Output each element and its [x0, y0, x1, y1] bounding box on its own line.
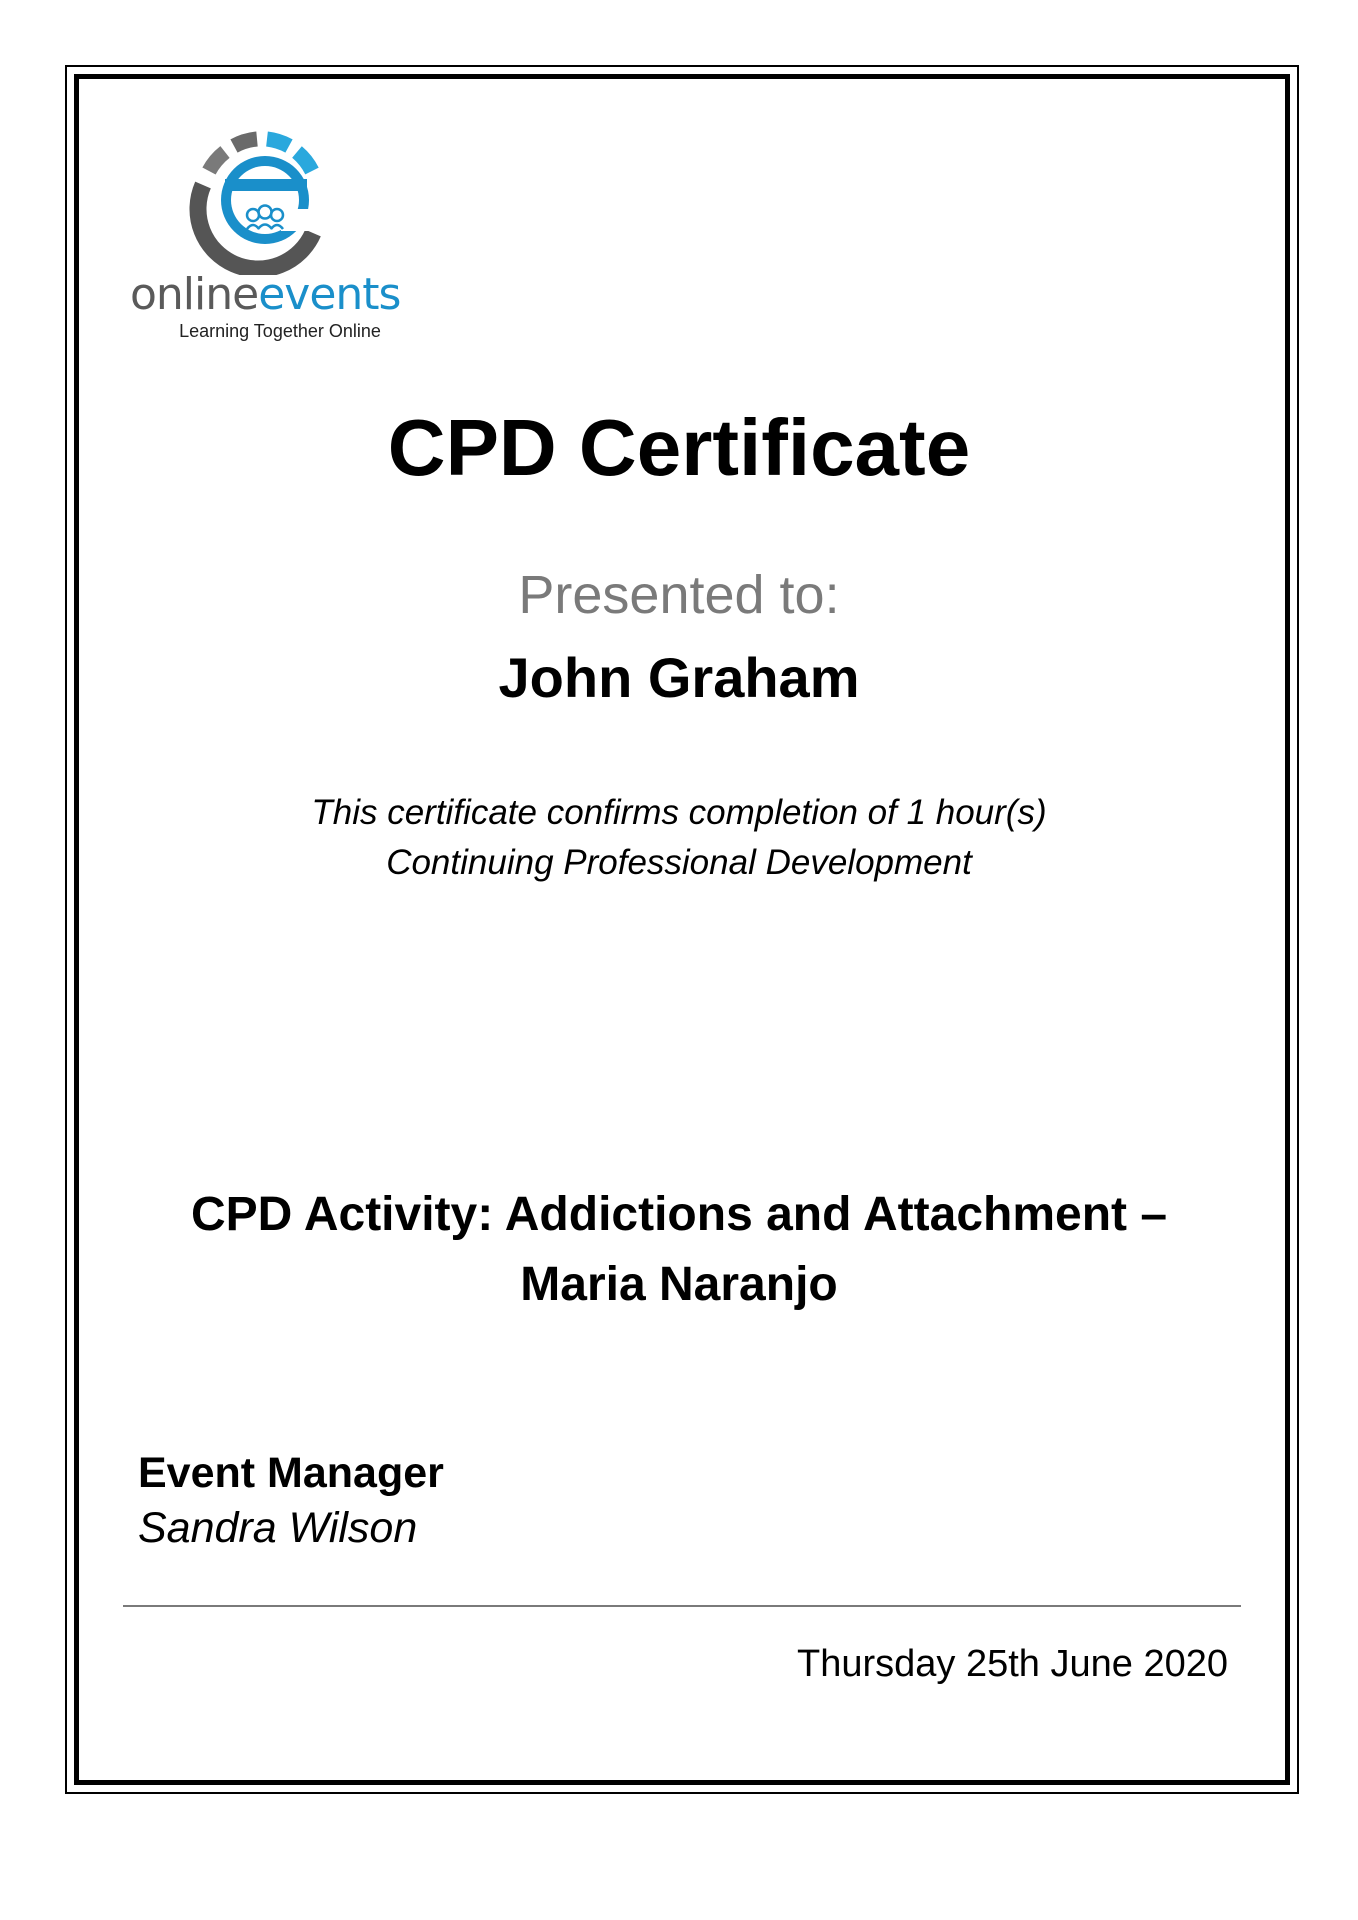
logo-tagline: Learning Together Online — [179, 321, 381, 341]
recipient-name: John Graham — [498, 646, 860, 709]
logo-wordmark: onlineevents — [130, 269, 401, 320]
certificate-date: Thursday 25th June 2020 — [797, 1643, 1228, 1685]
completion-statement-line-2: Continuing Professional Development — [386, 843, 972, 882]
cpd-activity — [100, 1180, 1258, 1320]
completion-statement-line-1: This certificate confirms completion of 1 hour(s) — [311, 793, 1047, 832]
completion-statement — [0, 788, 1358, 888]
divider-line — [123, 1605, 1241, 1607]
signatory-name: Sandra Wilson — [138, 1504, 418, 1552]
presented-to-label: Presented to: — [518, 565, 840, 625]
cpd-activity-line-1: CPD Activity: Addictions and Attachment – — [190, 1188, 1168, 1241]
cpd-activity-line-2: Maria Naranjo — [520, 1258, 838, 1311]
logo-e-ring-icon — [185, 125, 335, 275]
signatory-block — [138, 1448, 444, 1558]
onlineevents-logo — [130, 125, 400, 350]
certificate-title: CPD Certificate — [387, 403, 971, 492]
signatory-role: Event Manager — [138, 1449, 444, 1497]
